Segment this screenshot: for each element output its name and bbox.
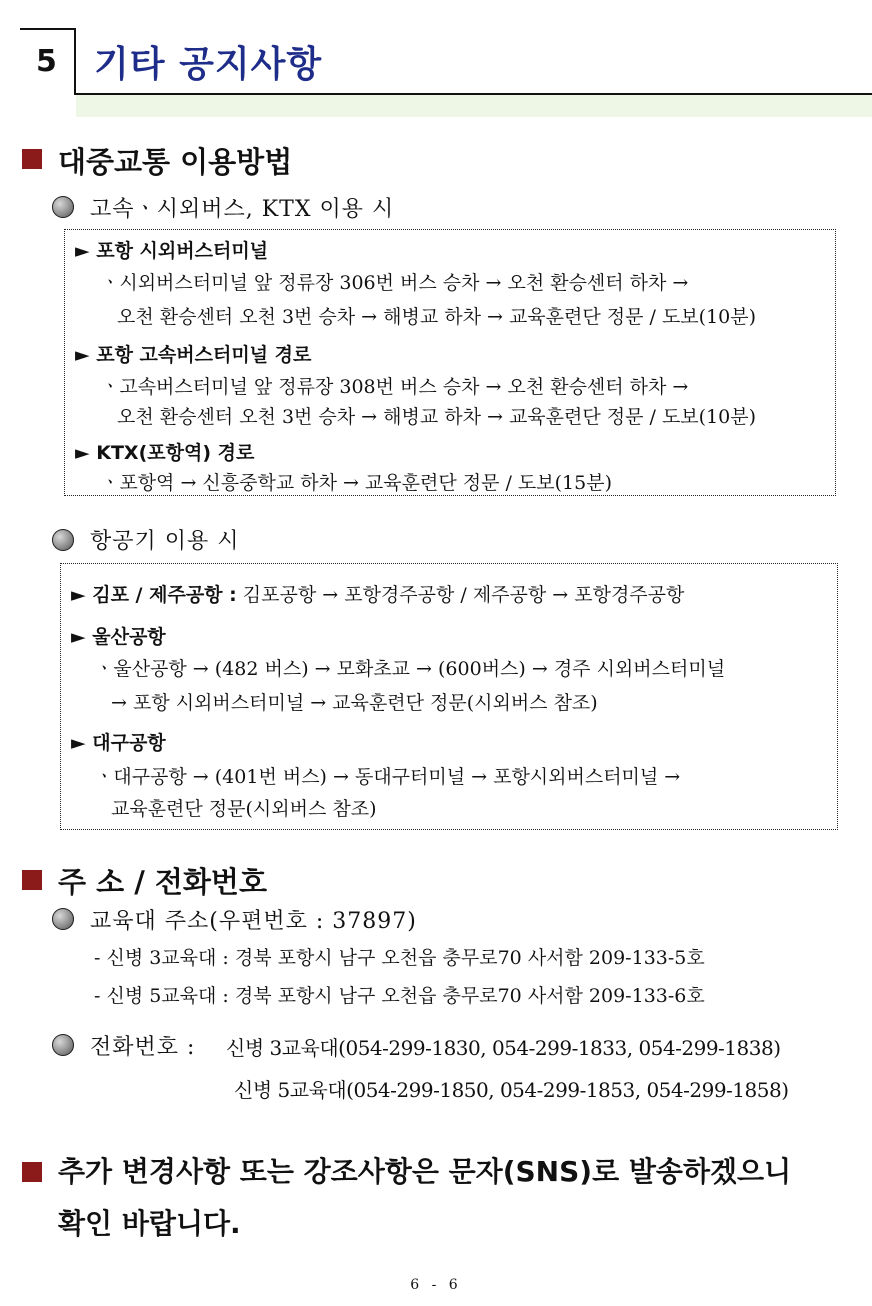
air-box (60, 563, 838, 830)
notice-line-2: 확인 바랍니다. (58, 1207, 241, 1240)
header-shade (76, 95, 872, 117)
subsection-title-air: 항공기 이용 시 (90, 529, 240, 554)
subsection-title-bus-ktx: 고속ㆍ시외버스, KTX 이용 시 (90, 197, 395, 222)
section-marker-icon (22, 149, 42, 169)
page-title: 기타 공지사항 (94, 44, 323, 85)
section-marker-icon (22, 1162, 42, 1182)
route-line: ㆍ대구공항 → (401번 버스) → 동대구터미널 → 포항시외버스터미널 → (95, 766, 681, 788)
route-line: 오천 환승센터 오천 3번 승차 → 해병교 하차 → 교육훈련단 정문 / 도보(10분) (117, 306, 757, 328)
list-item: ► 울산공항 (71, 626, 166, 648)
route-line: ㆍ포항역 → 신흥중학교 하차 → 교육훈련단 정문 / 도보(15분) (101, 472, 612, 494)
list-item: ► 포항 고속버스터미널 경로 (75, 344, 312, 366)
bus-ktx-box (64, 229, 836, 496)
list-item: ► KTX(포항역) 경로 (75, 442, 255, 464)
section-marker-icon (22, 870, 42, 890)
address-line: - 신병 3교육대 : 경북 포항시 남구 오천읍 충무로70 사서함 209-133-5호 (94, 947, 705, 969)
address-title: 교육대 주소(우편번호 : 37897) (90, 909, 417, 934)
header-top-rule (20, 28, 76, 30)
section-title-address: 주 소 / 전화번호 (58, 865, 267, 899)
route-line: → 포항 시외버스터미널 → 교육훈련단 정문(시외버스 참조) (111, 692, 598, 714)
route-line: ㆍ고속버스터미널 앞 정류장 308번 버스 승차 → 오천 환승센터 하차 → (101, 376, 689, 398)
phone-line: 신병 5교육대(054-299-1850, 054-299-1853, 054-299-1858) (234, 1078, 789, 1102)
list-item: ► 대구공항 (71, 732, 166, 754)
route-line: ㆍ울산공항 → (482 버스) → 모화초교 → (600버스) → 경주 시외버스터미널 (95, 658, 726, 680)
page-number: 6 - 6 (410, 1277, 462, 1293)
route-line: ㆍ시외버스터미널 앞 정류장 306번 버스 승차 → 오천 환승센터 하차 → (101, 272, 689, 294)
header-divider (74, 28, 76, 94)
route-line: 교육훈련단 정문(시외버스 참조) (111, 798, 377, 820)
circle-bullet-icon (52, 196, 74, 218)
phone-line: 신병 3교육대(054-299-1830, 054-299-1833, 054-299-1838) (226, 1036, 781, 1060)
list-item: ► 김포 / 제주공항 : 김포공항 → 포항경주공항 / 제주공항 → 포항경주공항 (71, 584, 685, 606)
route-line: 오천 환승센터 오천 3번 승차 → 해병교 하차 → 교육훈련단 정문 / 도보(10분) (117, 406, 757, 428)
section-title-transport: 대중교통 이용방법 (58, 145, 293, 179)
phone-label: 전화번호 : (90, 1035, 196, 1060)
chapter-number: 5 (36, 44, 57, 79)
circle-bullet-icon (52, 529, 74, 551)
circle-bullet-icon (52, 1034, 74, 1056)
circle-bullet-icon (52, 908, 74, 930)
address-line: - 신병 5교육대 : 경북 포항시 남구 오천읍 충무로70 사서함 209-133-6호 (94, 985, 705, 1007)
list-item: ► 포항 시외버스터미널 (75, 240, 269, 262)
notice-line-1: 추가 변경사항 또는 강조사항은 문자(SNS)로 발송하겠으니 (58, 1155, 792, 1188)
